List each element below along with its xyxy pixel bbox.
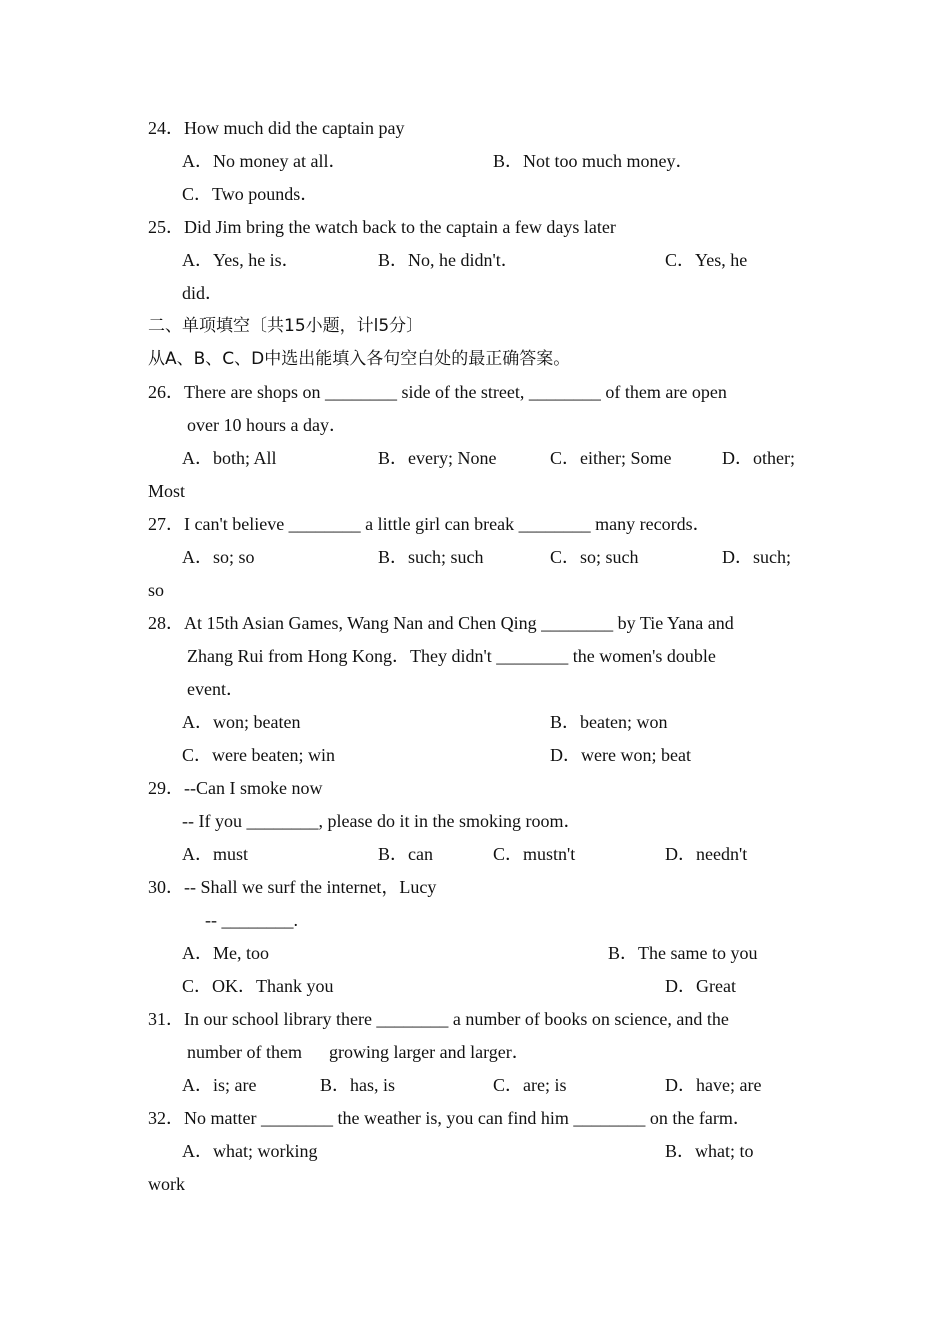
q32-stem: 32．No matter ________ the weather is, you can find him ________ on the farm． <box>148 1108 751 1128</box>
q27-option-c: C．so; such <box>550 547 639 567</box>
q26-option-b: B．every; None <box>378 448 497 468</box>
q30-option-c: C．OK．Thank you <box>182 976 334 996</box>
q25-stem: 25．Did Jim bring the watch back to the captain a few days later <box>148 217 616 237</box>
q25-option-c-wrap: did． <box>182 283 224 303</box>
q29-option-a: A．must <box>182 844 249 864</box>
q31-option-d: D．have; are <box>665 1075 762 1095</box>
q25-option-c: C．Yes, he <box>665 250 748 270</box>
q28-option-d: D．were won; beat <box>550 745 691 765</box>
q25-option-a: A．Yes, he is． <box>182 250 300 270</box>
q28-stem-line2: Zhang Rui from Hong Kong．They didn't ________ the women's double <box>187 646 716 666</box>
q26-option-a: A．both; All <box>182 448 277 468</box>
q26-stem: 26．There are shops on ________ side of the street, ________ of them are open <box>148 382 727 402</box>
q29-stem-line2: -- If you ________, please do it in the smoking room． <box>182 811 582 831</box>
q30-option-d: D．Great <box>665 976 736 996</box>
q31-option-c: C．are; is <box>493 1075 567 1095</box>
q30-option-b: B．The same to you <box>608 943 758 963</box>
q26-stem-line2: over 10 hours a day． <box>187 415 347 435</box>
q31-option-a: A．is; are <box>182 1075 257 1095</box>
q31-stem: 31．In our school library there ________ a number of books on science, and the <box>148 1009 729 1029</box>
q31-option-b: B．has, is <box>320 1075 396 1095</box>
q28-stem: 28．At 15th Asian Games, Wang Nan and Chen Qing ________ by Tie Yana and <box>148 613 734 633</box>
q29-option-c: C．mustn't <box>493 844 576 864</box>
q27-option-b: B．such; such <box>378 547 484 567</box>
q24-option-a: A．No money at all． <box>182 151 347 171</box>
q29-option-b: B．can <box>378 844 433 864</box>
q27-stem: 27．I can't believe ________ a little girl can break ________ many records． <box>148 514 711 534</box>
q29-stem: 29．--Can I smoke now <box>148 778 323 798</box>
q24-option-b: B．Not too much money． <box>493 151 694 171</box>
q28-option-c: C．were beaten; win <box>182 745 335 765</box>
q24-option-c: C．Two pounds． <box>182 184 319 204</box>
q26-option-d: D．other; <box>722 448 795 468</box>
q25-option-b: B．No, he didn't． <box>378 250 519 270</box>
q30-stem: 30．-- Shall we surf the internet，Lucy <box>148 877 437 897</box>
q26-option-c: C．either; Some <box>550 448 672 468</box>
q27-option-d-wrap: so <box>148 580 165 600</box>
q26-option-d-wrap: Most <box>148 481 186 501</box>
q27-option-d: D．such; <box>722 547 791 567</box>
q30-stem-line2: -- ________. <box>205 910 298 930</box>
q29-option-d: D．needn't <box>665 844 748 864</box>
section-title: 二、单项填空〔共15小题，计l5分〕 <box>148 316 424 336</box>
q28-option-b: B．beaten; won <box>550 712 668 732</box>
q32-option-b: B．what; to <box>665 1141 754 1161</box>
q32-option-b-wrap: work <box>148 1174 185 1194</box>
q28-option-a: A．won; beaten <box>182 712 301 732</box>
q24-stem: 24．How much did the captain pay <box>148 118 405 138</box>
q27-option-a: A．so; so <box>182 547 255 567</box>
q31-stem-line2: number of them growing larger and larger． <box>187 1042 530 1062</box>
q30-option-a: A．Me, too <box>182 943 269 963</box>
q28-stem-line3: event． <box>187 679 244 699</box>
q32-option-a: A．what; working <box>182 1141 318 1161</box>
section-instruction: 从A、B、C、D中选出能填入各句空白处的最正确答案。 <box>148 349 571 369</box>
